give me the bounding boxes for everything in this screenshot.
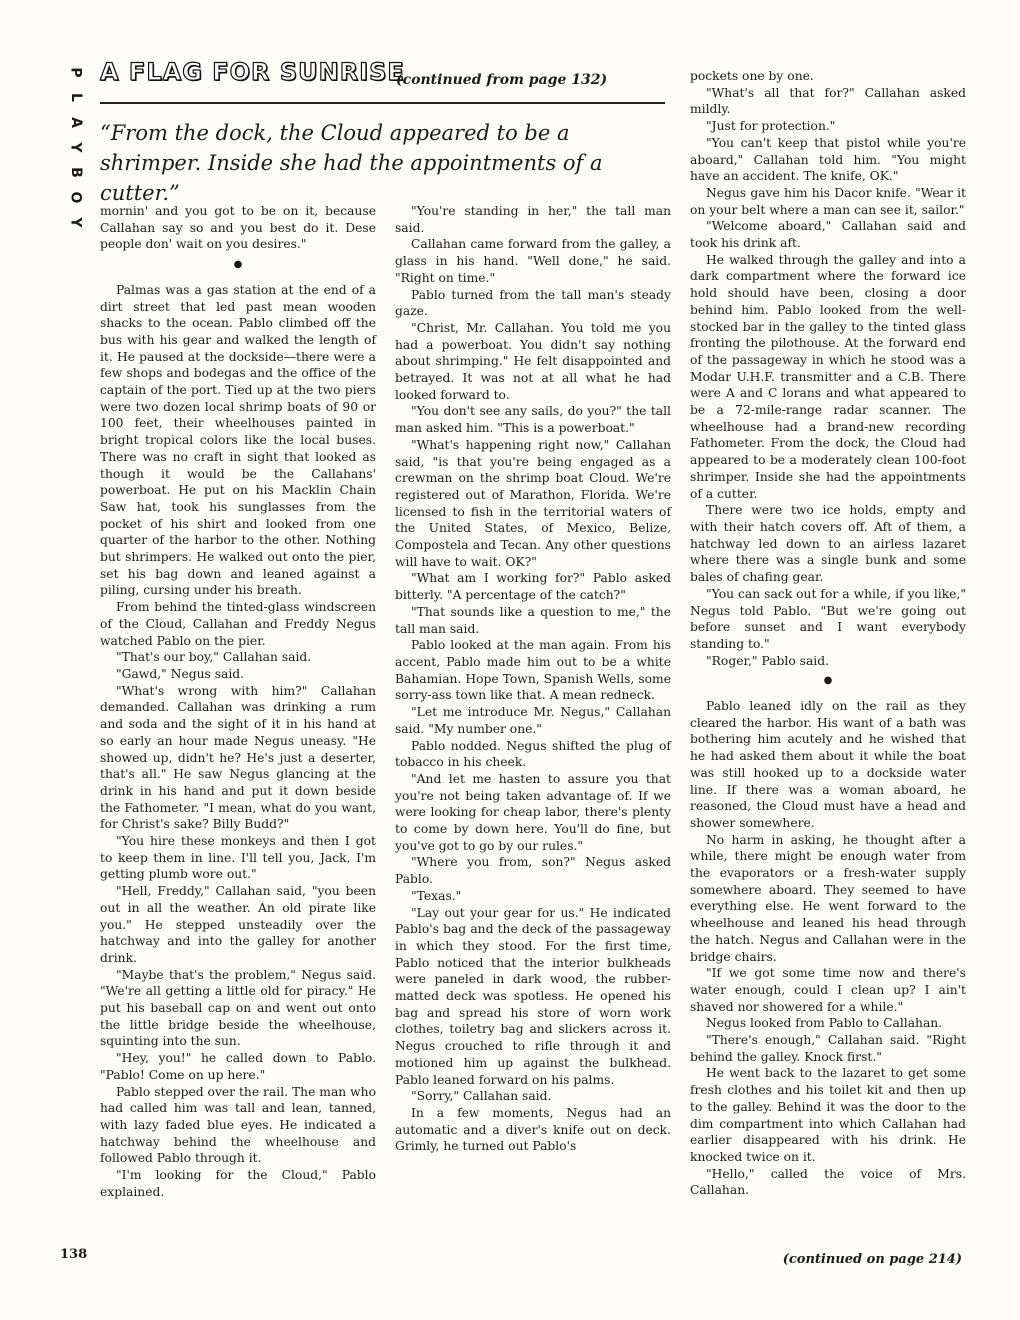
paragraph: "Lay out your gear for us." He indicated Pablo's bag and the deck of the passageway in which they stood. For the first time, Pablo noticed that the interior bulkheads were paneled in dark wood, the rubber-matted deck was spotless. He opened his bag and spread his store of worn work clothes, toiletry bag and slickers across it. Negus crouched to rifle through it and motioned him up against the bulkhead. Pablo leaned forward on his palms. bbox=[395, 905, 671, 1087]
paragraph: "Texas." bbox=[411, 888, 462, 903]
paragraph: Pablo turned from the tall man's steady gaze. bbox=[395, 287, 671, 319]
paragraph: mornin' and you got to be on it, because Callahan say so and you best do it. Dese people don' wait on you desires." bbox=[100, 204, 376, 252]
title-bar bbox=[100, 58, 665, 104]
paragraph: "What's wrong with him?" Callahan demanded. Callahan was drinking a rum and soda and the sight of it in his hand at so early an hour made Negus uneasy. "He showed up, didn't he? He's just a deserter, that's all." He saw Negus glancing at the drink in his hand and put it down beside the Fathometer. "I mean, what do you want, for Christ's sake? Billy Budd?" bbox=[100, 683, 376, 832]
paragraph: "Let me introduce Mr. Negus," Callahan said. "My number one." bbox=[395, 705, 671, 736]
text-column-2 bbox=[395, 203, 671, 1155]
paragraph: "Hell, Freddy," Callahan said, "you been out in all the weather. An old pirate like you." He stepped unsteadily over the hatchway and into the galley for another drink. bbox=[100, 884, 376, 965]
paragraph: "Just for protection." bbox=[706, 119, 836, 134]
paragraph: "And let me hasten to assure you that you're not being taken advantage of. If we were looking for cheap labor, there's plenty to come by down here. You'll do fine, but you've got to go by our rules." bbox=[395, 771, 671, 853]
paragraph: "Roger," Pablo said. bbox=[706, 653, 829, 668]
paragraph: "What's happening right now," Callahan said, "is that you're being engaged as a crewman on the shrimp boat Cloud. We're registered out of Marathon, Florida. We're licensed to fish in the territorial waters of the United States, of Mexico, Belize, Compostela and Tecan. Any other questions will have to wait. OK?" bbox=[395, 437, 671, 569]
section-separator: ● bbox=[233, 259, 243, 271]
paragraph: Pablo nodded. Negus shifted the plug of tobacco in his cheek. bbox=[395, 738, 671, 770]
paragraph: "Hey, you!" he called down to Pablo. "Pablo! Come on up here." bbox=[100, 1051, 376, 1082]
paragraph: "Welcome aboard," Callahan said and took his drink aft. bbox=[690, 219, 966, 251]
paragraph: "Sorry," Callahan said. bbox=[411, 1089, 552, 1104]
paragraph: "Christ, Mr. Callahan. You told me you had a powerboat. You didn't say nothing about shrimping." He felt disappointed and betrayed. It was not at all what he had looked forward to. bbox=[395, 320, 671, 402]
paragraph: "That sounds like a question to me," the tall man said. bbox=[395, 604, 671, 636]
paragraph: There were two ice holds, empty and with their hatch covers off. Aft of them, a hatchway led down to an airless lazaret where there was a single bunk and some bales of chafing gear. bbox=[690, 503, 966, 585]
paragraph: "Maybe that's the problem," Negus said. "We're all getting a little old for piracy." He put his baseball cap on and went out onto the little bridge beside the wheelhouse, squinting into the sun. bbox=[100, 967, 376, 1049]
brand-letter: L bbox=[67, 93, 84, 102]
paragraph: From behind the tinted-glass windscreen of the Cloud, Callahan and Freddy Negus watched Pablo on the pier. bbox=[100, 600, 376, 648]
paragraph: "You can sack out for a while, if you like," Negus told Pablo. "But we're going out before sunset and I want everybody standing to." bbox=[690, 586, 966, 651]
paragraph: "You don't see any sails, do you?" the tall man asked him. "This is a powerboat." bbox=[395, 404, 671, 436]
paragraph: Negus gave him his Dacor knife. "Wear it on your belt where a man can see it, sailor." bbox=[690, 185, 966, 217]
paragraph: "Hello," called the voice of Mrs. Callahan. bbox=[690, 1166, 966, 1198]
continued-on-note: (continued on page 214) bbox=[782, 1252, 962, 1267]
story-title: A FLAG FOR SUNRISE bbox=[100, 58, 405, 86]
paragraph: "That's our boy," Callahan said. bbox=[116, 650, 312, 665]
magazine-brand-vertical bbox=[60, 60, 90, 235]
paragraph: "You hire these monkeys and then I got to keep them in line. I'll tell you, Jack, I'm getting plumb wore out." bbox=[100, 834, 376, 882]
section-separator: ● bbox=[823, 675, 833, 687]
paragraph: Pablo leaned idly on the rail as they cleared the harbor. His want of a bath was bothering him acutely and he wished that he had asked them about it while the boat was still hooked up to a dockside water line. If there was a woman aboard, he reasoned, the Cloud must have a head and shower somewhere. bbox=[690, 699, 966, 830]
paragraph: Pablo stepped over the rail. The man who had called him was tall and lean, tanned, with lazy faded blue eyes. He indicated a hatchway behind the wheelhouse and followed Pablo through it. bbox=[100, 1084, 376, 1166]
brand-letter: B bbox=[67, 167, 84, 178]
paragraph: Palmas was a gas station at the end of a dirt street that led past mean wooden shacks to the ocean. Pablo climbed off the bus with his gear and walked the length of it. He paused at the dockside—there were a few shops and bodegas and the office of the captain of the port. Tied up at the two piers were two dozen local shrimp boats of 90 or 100 feet, their wheelhouses painted in bright tropical colors like the local buses. There was no craft in sight that looked as though it would be the Callahans' powerboat. He put on his Macklin Chain Saw hat, took his sunglasses from the pocket of his shirt and looked from one quarter of the harbor to the other. Nothing but shrimpers. He walked out onto the pier, set his bag down and leaned against a piling, cursing under his breath. bbox=[100, 282, 376, 598]
continued-from-note: (continued from page 132) bbox=[396, 72, 608, 88]
paragraph: No harm in asking, he thought after a while, there might be enough water from the evaporators or a fresh-water supply somewhere aboard. They seemed to have everything else. He went forward to the wheelhouse and leaned his head through the hatch. Negus and Callahan were in the bridge chairs. bbox=[690, 832, 966, 964]
brand-letter: A bbox=[67, 117, 84, 128]
text-column-1 bbox=[100, 203, 376, 1200]
brand-letter: P bbox=[67, 67, 84, 78]
paragraph: Pablo looked at the man again. From his accent, Pablo made him out to be a white Bahamian. Hope Town, Spanish Wells, some sorry-ass town like that. A mean redneck. bbox=[395, 638, 671, 703]
brand-letter: Y bbox=[67, 142, 84, 153]
paragraph: "Gawd," Negus said. bbox=[116, 666, 245, 681]
paragraph: pockets one by one. bbox=[690, 69, 814, 83]
paragraph: "What's all that for?" Callahan asked mildly. bbox=[690, 85, 966, 117]
paragraph: "If we got some time now and there's water enough, could I clean up? I ain't shaved nor showered for a while." bbox=[690, 966, 966, 1014]
paragraph: "You can't keep that pistol while you're aboard," Callahan told him. "You might have an accident. The knife, OK." bbox=[690, 135, 966, 184]
paragraph: Negus looked from Pablo to Callahan. bbox=[706, 1016, 943, 1031]
brand-letter: Y bbox=[67, 217, 84, 228]
paragraph: "What am I working for?" Pablo asked bitterly. "A percentage of the catch?" bbox=[395, 571, 671, 603]
paragraph: "There's enough," Callahan said. "Right behind the galley. Knock first." bbox=[690, 1033, 966, 1064]
paragraph: He walked through the galley and into a dark compartment where the forward ice hold should have been, closing a door behind him. Pablo looked from the well-stocked bar in the galley to the tinted glass fronting the pilothouse. At the forward end of the passageway in which he stood was a Modar U.H.F. transmitter and a C.B. There were A and C lorans and what appeared to be a 72-mile-range radar scanner. The wheelhouse had a brand-new recording Fathometer. From the dock, the Cloud had appeared to be a moderately clean 100-foot shrimper. Inside she had the appointments of a cutter. bbox=[690, 252, 966, 501]
pull-quote: “From the dock, the Cloud appeared to be a shrimper. Inside she had the appointments of a cutter.” bbox=[100, 121, 603, 205]
paragraph: He went back to the lazaret to get some fresh clothes and his toilet kit and then up to the galley. Behind it was the door to the dim compartment into which Callahan had earlier disappeared with his drink. He knocked twice on it. bbox=[690, 1066, 966, 1164]
text-column-3 bbox=[690, 68, 966, 1199]
page-number: 138 bbox=[60, 1247, 88, 1262]
paragraph: Callahan came forward from the galley, a glass in his hand. "Well done," he said. "Right on time." bbox=[395, 237, 671, 285]
paragraph: "Where you from, son?" Negus asked Pablo. bbox=[395, 855, 671, 887]
paragraph: In a few moments, Negus had an automatic and a diver's knife out on deck. Grimly, he turned out Pablo's bbox=[395, 1105, 671, 1154]
brand-letter: O bbox=[67, 191, 84, 204]
paragraph: "You're standing in her," the tall man said. bbox=[395, 204, 671, 235]
paragraph: "I'm looking for the Cloud," Pablo explained. bbox=[100, 1168, 376, 1199]
